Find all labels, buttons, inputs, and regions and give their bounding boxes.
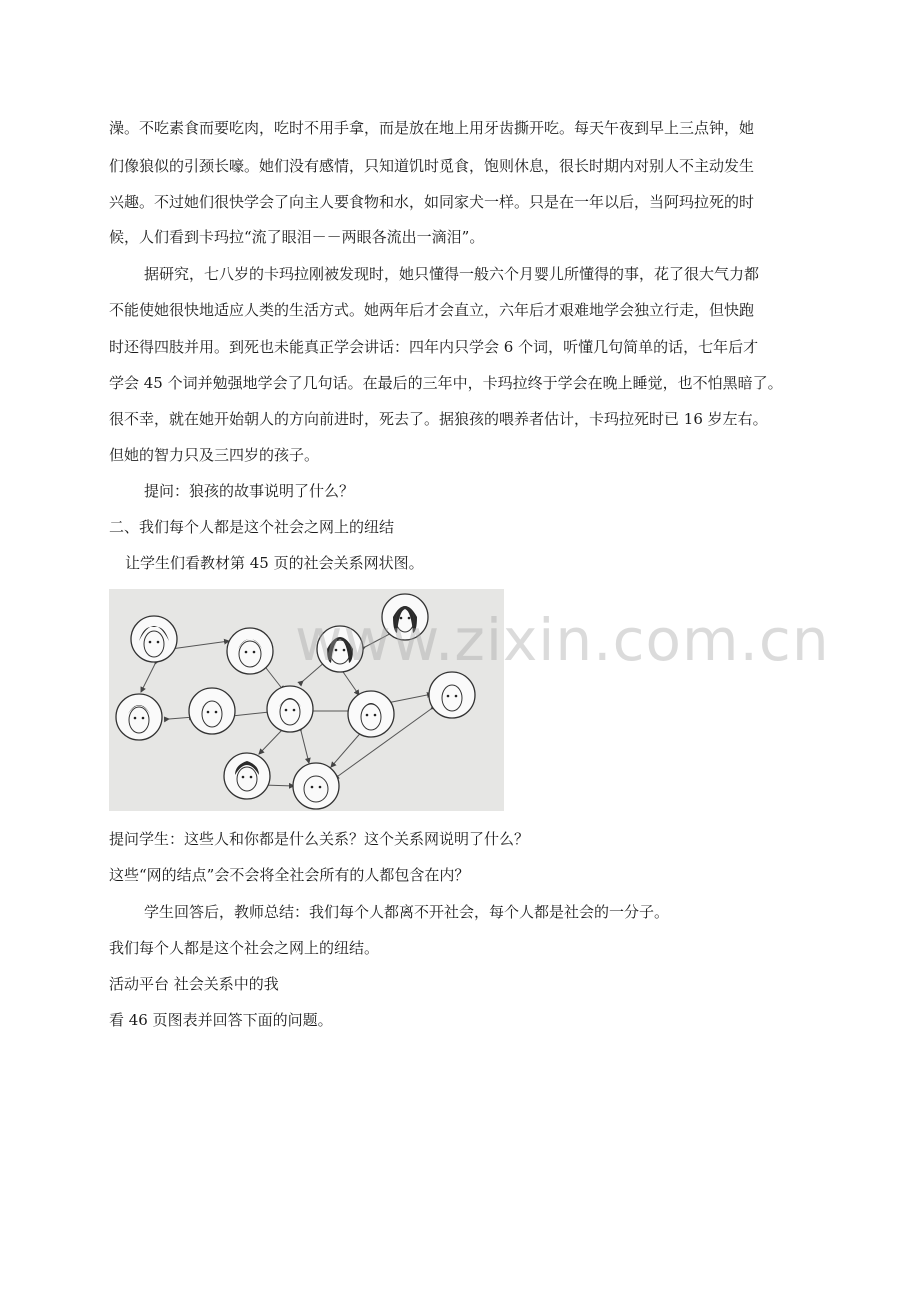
paragraph2-line2: 不能使她很快地适应人类的生活方式。她两年后才会直立，六年后才艰难地学会独立行走，但快跑 <box>109 301 755 319</box>
watermark-text: www.zixin.com.cn <box>295 606 830 674</box>
paragraph2-line1: 据研究，七八岁的卡玛拉刚被发现时，她只懂得一般六个月婴儿所懂得的事，花了很大气力都 <box>144 265 760 283</box>
paragraph1-line2: 们像狼似的引颈长嚎。她们没有感情，只知道饥时觅食，饱则休息，很长时期内对别人不主动发生 <box>109 157 755 175</box>
paragraph2-line6: 但她的智力只及三四岁的孩子。 <box>109 446 320 464</box>
activity-instruction: 看 46 页图表并回答下面的问题。 <box>109 1011 333 1029</box>
network-node-question: 这些“网的结点”会不会将全社会所有的人都包含在内？ <box>109 866 470 884</box>
teacher-summary: 学生回答后，教师总结：我们每个人都离不开社会，每个人都是社会的一分子。 <box>144 903 670 921</box>
activity-heading: 活动平台 社会关系中的我 <box>109 975 279 993</box>
paragraph1-line4: 候，人们看到卡玛拉“流了眼泪－－两眼各流出一滴泪”。 <box>109 228 485 246</box>
paragraph2-line5: 很不幸，就在她开始朝人的方向前进时，死去了。据狼孩的喂养者估计，卡玛拉死时已 16 岁左右。 <box>109 410 768 428</box>
figure-instruction: 让学生们看教材第 45 页的社会关系网状图。 <box>125 554 424 572</box>
question-wolf-child: 提问：狼孩的故事说明了什么？ <box>144 482 355 500</box>
paragraph1-line1: 澡。不吃素食而要吃肉，吃时不用手拿，而是放在地上用牙齿撕开吃。每天午夜到早上三点钟，她 <box>109 119 755 137</box>
paragraph1-line3: 兴趣。不过她们很快学会了向主人要食物和水，如同家犬一样。只是在一年以后，当阿玛拉死的时 <box>109 193 755 211</box>
paragraph2-line4: 学会 45 个词并勉强地学会了几句话。在最后的三年中，卡玛拉终于学会在晚上睡觉，也不怕黑暗了。 <box>109 374 783 392</box>
closing-statement: 我们每个人都是这个社会之网上的纽结。 <box>109 939 380 957</box>
section-heading: 二、我们每个人都是这个社会之网上的纽结 <box>109 518 395 536</box>
paragraph2-line3: 时还得四肢并用。到死也未能真正学会讲话：四年内只学会 6 个词，听懂几句简单的话，七年后才 <box>109 338 759 356</box>
teacher-question: 提问学生：这些人和你都是什么关系？这个关系网说明了什么？ <box>109 830 530 848</box>
